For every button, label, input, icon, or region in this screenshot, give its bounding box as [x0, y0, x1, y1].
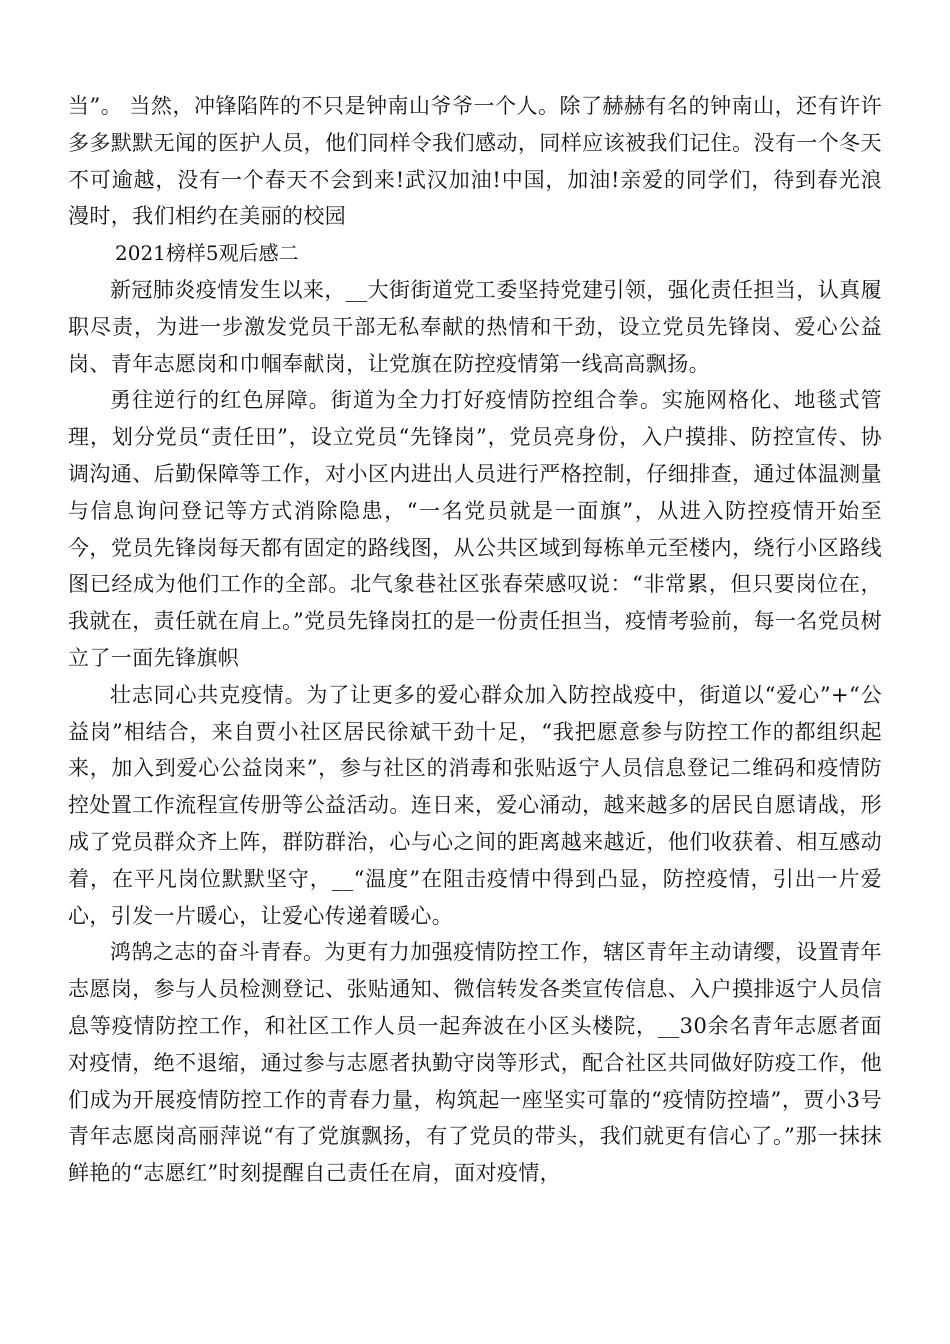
paragraph-red-barrier: 勇往逆行的红色屏障。街道为全力打好疫情防控组合拳。实施网格化、地毯式管理，划分党员“责任田”，设立党员“先锋岗”，党员亮身份，入户摸排、防控宣传、协调沟通、后勤保障等工作，对小区内进出人员进行严格控制，仔细排查，通过体温测量与信息询问登记等方式消除隐患，“一名党员就是一面旗”，从进入防控疫情开始至今，党员先锋岗每天都有固定的路线图，从公共区域到每栋单元至楼内，绕行小区路线图已经成为他们工作的全部。北气象巷社区张春荣感叹说：“非常累，但只要岗位在，我就在，责任就在肩上。”党员先锋岗扛的是一份责任担当，疫情考验前，每一名党员树立了一面先锋旗帜: [68, 388, 882, 670]
section-subtitle: 2021榜样5观后感二: [115, 241, 299, 266]
paragraph-youth: 鸿鹄之志的奋斗青春。为更有力加强疫情防控工作，辖区青年主动请缨，设置青年志愿岗，参与人员检测登记、张贴通知、微信转发各类宣传信息、入户摸排返宁人员信息等疫情防控工作，和社区工作人员一起奔波在小区头楼院，__30余名青年志愿者面对疫情，绝不退缩，通过参与志愿者执勤守岗等形式，配合社区共同做好防疫工作，他们成为开展疫情防控工作的青春力量，构筑起一座坚实可靠的“疫情防控墙”，贾小3号青年志愿岗高丽萍说“有了党旗飘扬，有了党员的带头，我们就更有信心了。”那一抹抹鲜艳的“志愿红”时刻提醒自己责任在肩，面对疫情，: [68, 940, 882, 1186]
paragraph-intro: 新冠肺炎疫情发生以来，__大街街道党工委坚持党建引领，强化责任担当，认真履职尽责，为进一步激发党员干部无私奉献的热情和干劲，设立党员先锋岗、爱心公益岗、青年志愿岗和巾帼奉献岗，让党旗在防控疫情第一线高高飘扬。: [68, 277, 882, 376]
paragraph-continuation: 当”。 当然，冲锋陷阵的不只是钟南山爷爷一个人。除了赫赫有名的钟南山，还有许许多多默默无闻的医护人员，他们同样令我们感动，同样应该被我们记住。没有一个冬天不可逾越，没有一个春天不会到来!武汉加油!中国，加油!亲爱的同学们，待到春光浪漫时，我们相约在美丽的校园: [68, 94, 882, 229]
paragraph-love-post: 壮志同心共克疫情。为了让更多的爱心群众加入防控战疫中，街道以“爱心”+“公益岗”相结合，来自贾小社区居民徐斌干劲十足，“我把愿意参与防控工作的都组织起来，加入到爱心公益岗来”，参与社区的消毒和张贴返宁人员信息登记二维码和疫情防控处置工作流程宣传册等公益活动。连日来，爱心涌动，越来越多的居民自愿请战，形成了党员群众齐上阵，群防群治，心与心之间的距离越来越近，他们收获着、相互感动着，在平凡岗位默默坚守，__“温度”在阻击疫情中得到凸显，防控疫情，引出一片爱心，引发一片暖心，让爱心传递着暖心。: [68, 682, 882, 928]
